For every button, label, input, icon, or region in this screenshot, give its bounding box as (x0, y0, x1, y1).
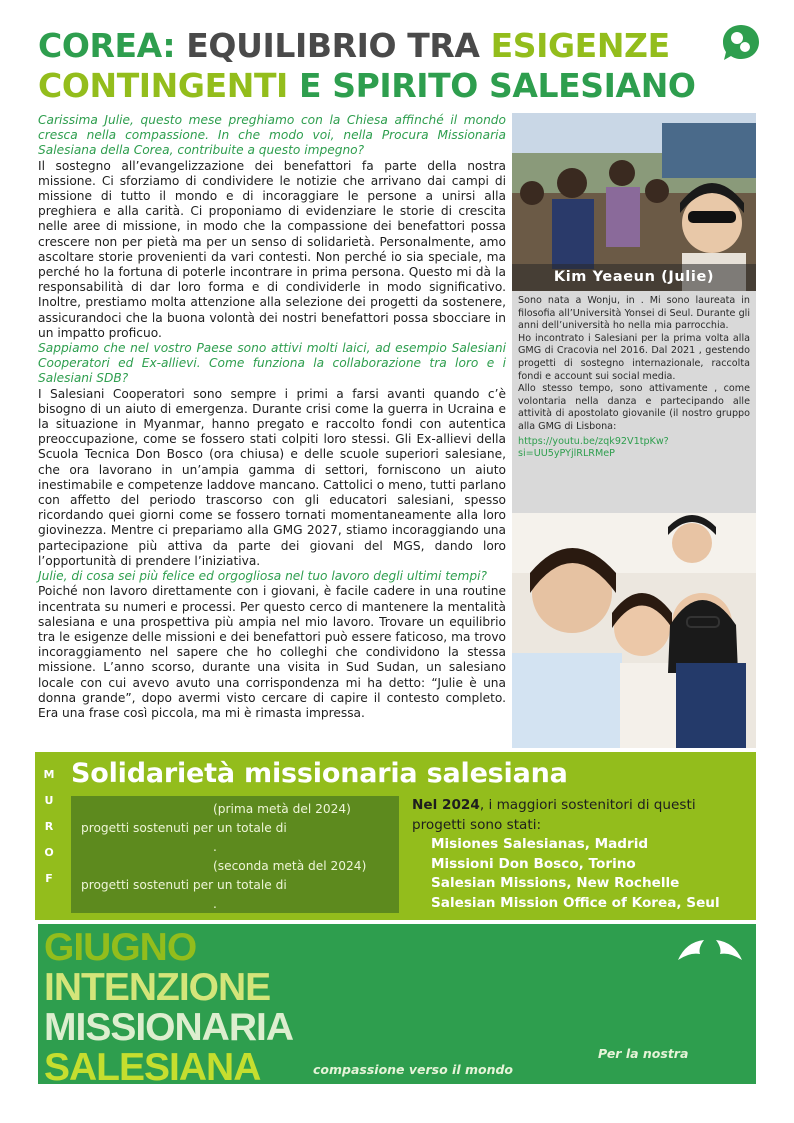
photo-caption: Kim Yeaeun (Julie) (512, 264, 756, 291)
title-word-esigenze: ESIGENZE (490, 26, 670, 65)
forum-letter: R (44, 820, 54, 833)
page-title (38, 26, 728, 106)
supporters-intro: , i maggiori sostenitori di questi progetti sono stati: (412, 797, 696, 833)
prayer-text-b: compassione verso il mondo (313, 1062, 514, 1077)
prayer-text-a: Per la nostra (598, 1046, 689, 1061)
answer-3: Poiché non lavoro direttamente con i giovani, è facile cadere in una routine incentrata su numeri e processi. Per questo cerco di mantenere la mentalità salesiana e una prospettiva più ampia nel mio lavoro. Trovare un equilibrio tra le esigenze delle missioni e dei benefattori può essere faticoso, ma trovo incoraggiamento nel sapere che ho colleghi che condividono la stessa missione. L’anno scorso, durante una visita in Sud Sudan, un salesiano locale con cui avevo avuto una corrispondenza mi ha detto: “Julie è una donna grande”, dopo avermi visto cercare di capire il contesto completo. Era una frase così piccola, ma mi è rimasta impressa. (38, 584, 506, 720)
question-2: Sappiamo che nel vostro Paese sono attivi molti laici, ad esempio Salesiani Cooperatori ed Ex-allievi. Come funziona la collaborazione tra loro e i Salesiani SDB? (38, 341, 506, 386)
forum-letter: O (44, 846, 54, 859)
projects-line: progetti sostenuti per un totale di (81, 878, 287, 892)
total-line: . (213, 897, 217, 911)
supporters-year: Nel 2024 (412, 797, 480, 813)
bio-paragraph: Ho incontrato i Salesiani per la prima volta alla GMG di Cracovia nel 2016. Dal 2021 , gestendo progetti di sostegno internazionale, raccolta fondi e account sui social media. (518, 332, 750, 382)
bio-paragraph: Allo stesso tempo, sono attivamente , come volontaria nella danza e partecipando alle attività di apostolato giovanile (il nostro gruppo alla GMG di Lisbona: (518, 383, 750, 432)
period-label: (seconda metà del 2024) (213, 859, 367, 873)
title-word-spirito: E SPIRITO SALESIANO (299, 66, 696, 105)
supporters-list (412, 835, 742, 913)
bio-box (512, 291, 756, 513)
question-1: Carissima Julie, questo mese preghiamo con la Chiesa affinché il mondo cresca nella compassione. In che modo voi, nella Procura Missionaria Salesiana della Corea, contribuite a questo impegno? (38, 113, 506, 158)
supporter-item: Salesian Missions, New Rochelle (431, 875, 680, 891)
total-line: . (213, 840, 217, 854)
title-word-equilibrio: EQUILIBRIO TRA (186, 26, 480, 65)
supporter-item: Salesian Mission Office of Korea, Seul (431, 894, 720, 911)
period-label: (prima metà del 2024) (213, 802, 351, 816)
photo-group-selfie (512, 513, 756, 748)
answer-2: I Salesiani Cooperatori sono sempre i primi a farsi avanti quando c’è bisogno di un aiuto di emergenza. Durante crisi come la guerra in Ucraina e la situazione in Myanmar, hanno pregato e raccolto fondi con autentica preoccupazione, come se fossero stati colpiti loro stessi. Gli Ex-allievi della Scuola Tecnica Don Bosco (ora chiusa) e delle scuole superiori salesiane, che ora lavorano in un’ampia gamma di settori, forniscono un aiuto inestimabile e competenze laddove mancano. Cattolici o meno, tutti parlano con affetto del periodo trascorso con gli educatori salesiani, spesso ricordando quei giorni come se fossero tornati momentaneamente alla loro giovinezza. Mentre ci prepariamo alla GMG 2027, stiamo incoraggiando una partecipazione più attiva da parte dei giovani del MGS, dando loro l’opportunità di prendere l’iniziativa. (38, 386, 506, 568)
intention-banner (38, 924, 756, 1089)
forum-section (35, 752, 756, 920)
forum-title: Solidarietà missionaria salesiana (71, 758, 568, 789)
projects-summary-box (71, 796, 399, 913)
intention-word: MISSIONARIA (44, 1006, 294, 1049)
supporters-block (412, 796, 742, 913)
speech-bubble-logo-icon (720, 22, 762, 64)
title-word-contingenti: CONTINGENTI (38, 66, 288, 105)
forum-letter: M (43, 768, 55, 781)
intention-word: GIUGNO (44, 926, 197, 969)
bio-paragraph: Sono nata a Wonju, in . Mi sono laureata in filosofia all’Università Yonsei di Seul. Durante gli anni dell’università ho nella mia parrocchia. (518, 295, 750, 332)
interview-column (38, 113, 506, 721)
forum-vertical-label (41, 762, 57, 892)
forum-letter: F (45, 872, 53, 885)
title-word-corea: COREA: (38, 26, 176, 65)
answer-1: Il sostegno all’evangelizzazione dei benefattori fa parte della nostra missione. Ci sforziamo di condividere le notizie che arrivano dai campi di missione di tutto il mondo e di incoraggiare le persone a unirsi alla preghiera e alla carità. Ci proponiamo di evidenziare le storie di crescita nelle aree di missione, in modo che la compassione dei benefattori possa crescere non per pietà ma per un senso di solidarietà. Personalmente, amo ascoltare storie provenienti da vari contesti. Non perché io sia speciale, ma perché ho la fortuna di poterle incontrare in prima persona. Questo mi dà la responsabilità di dar loro forma e di condividerle in modo significativo. Inoltre, prestiamo molta attenzione alla selezione dei progetti da sostenere, assicurandoci che la buona volontà dei nostri benefattori possa sbocciare in un impatto proficuo. (38, 158, 506, 340)
intention-word: SALESIANA (44, 1046, 261, 1089)
youtube-link[interactable]: https://youtu.be/zqk92V1tpKw?si=UU5yPYjlRLRMeP (518, 435, 669, 460)
supporter-item: Misiones Salesianas, Madrid (431, 836, 649, 852)
intention-word: INTENZIONE (44, 966, 271, 1009)
question-3: Julie, di cosa sei più felice ed orgogliosa nel tuo lavoro degli ultimi tempi? (38, 569, 488, 584)
praying-hands-icon (676, 936, 744, 966)
supporter-item: Missioni Don Bosco, Torino (431, 855, 636, 872)
projects-line: progetti sostenuti per un totale di (81, 821, 287, 835)
forum-letter: U (44, 794, 54, 807)
